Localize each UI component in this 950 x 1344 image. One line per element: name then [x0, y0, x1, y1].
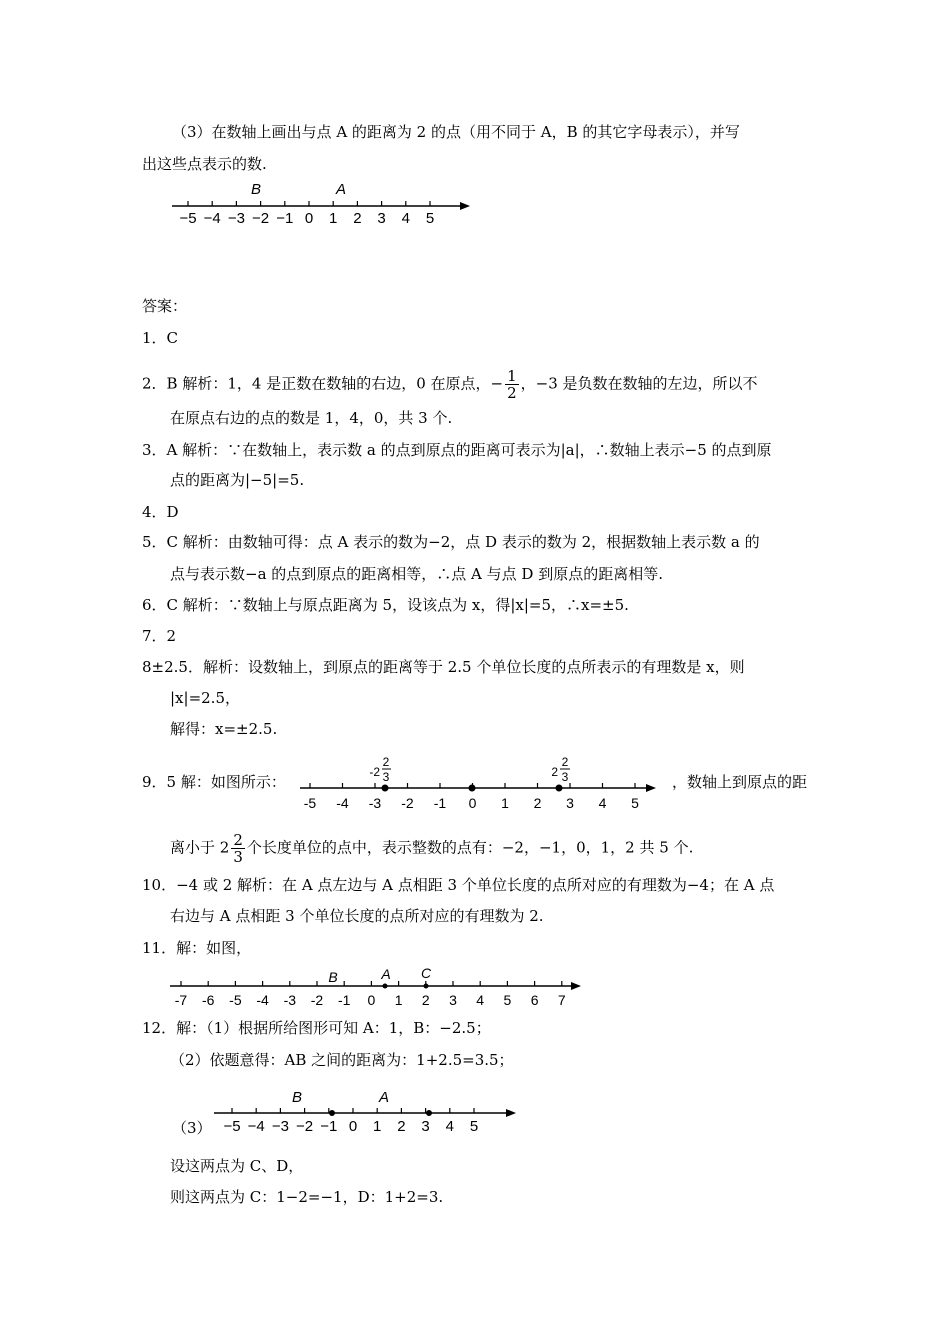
tick-label: 3 — [377, 210, 386, 227]
tick-label: 5 — [469, 1118, 479, 1135]
answer-5-line-2: 点与表示数−a 的点到原点的距离相等，∴点 A 与点 D 到原点的距离相等. — [170, 565, 663, 583]
answer-9-line-2 — [170, 832, 693, 865]
tick-label: 3 — [449, 992, 457, 1008]
right-mixed-whole: 2 — [551, 765, 558, 779]
tick-label: 7 — [557, 992, 566, 1008]
answer-5-line-1: 5．C 解析：由数轴可得：点 A 表示的数为−2，点 D 表示的数为 2，根据数轴上表示数 a 的 — [142, 533, 760, 551]
answer-12-part-3-label: （3） — [172, 1119, 212, 1137]
tick-label: −1 — [276, 210, 294, 227]
point-d-dot — [426, 1110, 432, 1116]
tick-label: 5 — [503, 992, 512, 1008]
answer-11-line-1: 11．解：如图， — [142, 939, 252, 957]
answer-2-line-1 — [142, 368, 758, 401]
q3-line-1: （3）在数轴上画出与点 A 的距离为 2 的点（用不同于 A，B 的其它字母表示），并写 — [172, 123, 740, 141]
answer-9-line-2-post: 个长度单位的点中，表示整数的点有：−2，−1，0，1，2 共 5 个. — [246, 838, 694, 857]
point-neg-2-2-3 — [382, 785, 389, 792]
number-line-a12 — [212, 1086, 532, 1138]
answer-4: 4．D — [142, 503, 179, 521]
q3-line-2: 出这些点表示的数. — [142, 155, 267, 173]
tick-label: -4 — [336, 795, 349, 811]
tick-label: 6 — [530, 992, 539, 1008]
tick-label: -2 — [310, 992, 324, 1008]
left-mixed-whole: -2 — [369, 765, 380, 779]
point-a-label: A — [378, 1089, 390, 1106]
tick-label: 2 — [397, 1118, 406, 1135]
tick-label: 4 — [476, 992, 485, 1008]
tick-label: −4 — [247, 1118, 265, 1135]
tick-label: -1 — [337, 992, 351, 1008]
answer-10-line-2: 右边与 A 点相距 3 个单位长度的点所对应的有理数为 2. — [170, 907, 544, 925]
tick-label: −5 — [223, 1118, 241, 1135]
tick-label: 5 — [631, 795, 639, 811]
point-b-label: B — [250, 181, 262, 198]
answer-8-line-1: 8±2.5．解析：设数轴上，到原点的距离等于 2.5 个单位长度的点所表示的有理数是 x，则 — [142, 658, 745, 676]
answer-12-line-2: （2）依题意得：AB 之间的距离为：1+2.5=3.5； — [170, 1051, 514, 1069]
tick-label: 3 — [566, 795, 574, 811]
fraction-numerator: 2 — [233, 831, 243, 849]
answer-1: 1．C — [142, 329, 179, 347]
answer-2-line-2: 在原点右边的点的数是 1，4，0，共 3 个. — [170, 409, 453, 427]
tick-label: -6 — [201, 992, 215, 1008]
answer-2-pre: 2．B 解析：1，4 是正数在数轴的右边，0 在原点，− — [142, 374, 504, 393]
answer-10-line-1: 10．−4 或 2 解析：在 A 点左边与 A 点相距 3 个单位长度的点所对应的有理数为−4；在 A 点 — [142, 876, 775, 894]
point-a-label: A — [335, 181, 347, 198]
point-c-dot — [329, 1110, 335, 1116]
tick-label: 2 — [533, 795, 542, 811]
answers-title: 答案： — [142, 297, 188, 315]
answer-9-line-2-pre: 离小于 2 — [170, 838, 230, 857]
right-mixed-den: 3 — [561, 770, 569, 784]
answer-8-line-3: 解得：x=±2.5. — [170, 720, 278, 738]
fraction-denominator: 3 — [233, 848, 243, 866]
tick-label: 4 — [598, 795, 607, 811]
tick-label: −2 — [296, 1118, 314, 1135]
answer-2-post: ，−3 是负数在数轴的左边，所以不 — [520, 374, 758, 393]
tick-label: -5 — [303, 795, 317, 811]
answer-3-line-2: 点的距离为|−5|=5. — [170, 471, 305, 489]
tick-label: −5 — [179, 210, 197, 227]
tick-label: 4 — [445, 1118, 454, 1135]
tick-label: 5 — [425, 210, 435, 227]
tick-label: −1 — [320, 1118, 338, 1135]
tick-label: 2 — [353, 210, 362, 227]
tick-label: 2 — [421, 992, 430, 1008]
tick-label: -4 — [256, 992, 269, 1008]
tick-label: -2 — [401, 795, 414, 811]
tick-label: 1 — [329, 210, 338, 227]
answer-3-line-1: 3．A 解析：∵在数轴上，表示数 a 的点到原点的距离可表示为|a|，∴数轴上表示−5 的点到原 — [142, 441, 772, 459]
point-b-label: B — [291, 1089, 303, 1106]
tick-label: 0 — [348, 1118, 358, 1135]
answer-12-line-4: 设这两点为 C、D， — [170, 1157, 304, 1175]
tick-label: −2 — [252, 210, 270, 227]
fraction-numerator: 1 — [507, 367, 517, 385]
tick-label: −3 — [271, 1118, 289, 1135]
answer-9-pre: 9．5 解：如图所示： — [142, 773, 286, 791]
tick-label: −4 — [203, 210, 221, 227]
answer-12-line-1: 12．解：（1）根据所给图形可知 A：1，B：−2.5； — [142, 1019, 491, 1037]
point-c-label: C — [420, 965, 432, 981]
point-2-2-3 — [556, 785, 563, 792]
tick-label: -5 — [229, 992, 242, 1008]
left-mixed-num: 2 — [382, 755, 390, 769]
tick-label: 1 — [373, 1118, 382, 1135]
number-line-a9 — [298, 748, 668, 814]
tick-label: -3 — [283, 992, 297, 1008]
tick-label: −3 — [227, 210, 245, 227]
point-b-label: B — [328, 969, 338, 985]
fraction-one-half — [505, 368, 519, 401]
tick-label: 0 — [304, 210, 314, 227]
tick-label: 3 — [421, 1118, 430, 1135]
tick-label: 0 — [468, 795, 477, 811]
number-line-q3 — [170, 178, 480, 230]
answer-8-line-2: |x|=2.5， — [170, 689, 240, 707]
right-mixed-num: 2 — [561, 755, 569, 769]
tick-label: -1 — [433, 795, 447, 811]
point-a-label: A — [381, 966, 391, 982]
left-mixed-den: 3 — [382, 770, 390, 784]
tick-label: -3 — [368, 795, 382, 811]
tick-label: -7 — [174, 992, 188, 1008]
number-line-a11 — [168, 962, 588, 1012]
answer-6: 6．C 解析：∵数轴上与原点距离为 5，设该点为 x，得|x|=5，∴x=±5. — [142, 596, 629, 614]
tick-label: 1 — [501, 795, 509, 811]
fraction-denominator: 2 — [507, 384, 517, 402]
point-a-dot — [383, 984, 388, 989]
answer-9-post: ，数轴上到原点的距 — [672, 773, 808, 791]
tick-label: 1 — [394, 992, 403, 1008]
answer-7: 7．2 — [142, 627, 177, 645]
tick-label: 0 — [367, 992, 376, 1008]
answer-12-line-5: 则这两点为 C：1−2=−1，D：1+2=3. — [170, 1188, 444, 1206]
tick-label: 4 — [401, 210, 410, 227]
fraction-two-thirds — [231, 832, 245, 865]
